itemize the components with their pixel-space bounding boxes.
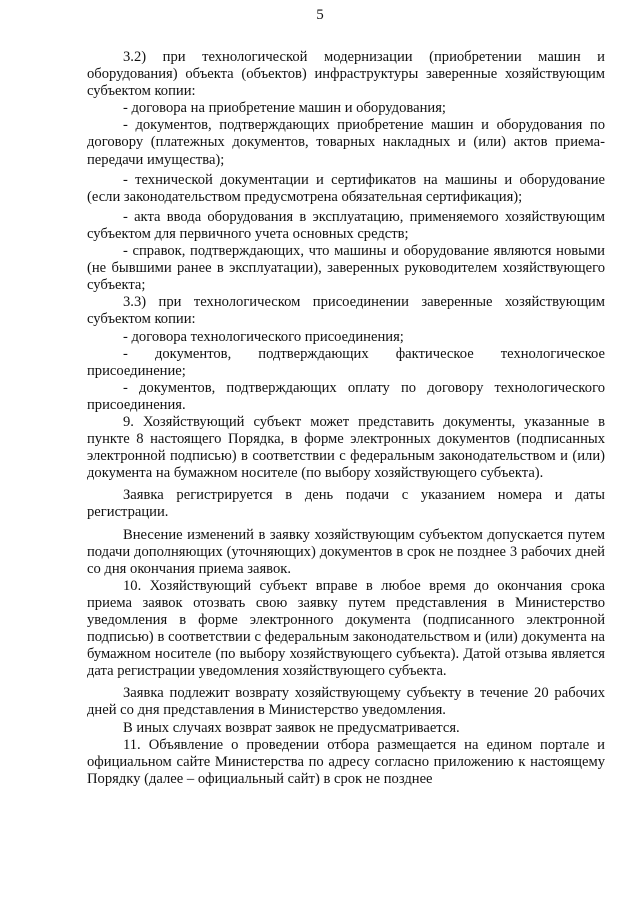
- list-item-commissioning-act: - акта ввода оборудования в эксплуатацию, применяемого хозяйствующим субъектом для первичного учета основных средств;: [87, 208, 605, 242]
- clause-9: 9. Хозяйствующий субъект может представить документы, указанные в пункте 8 настоящего Порядка, в форме электронных документов (подписанных электронной подписью) в соответствии с федеральным законодательством и (или) документа на бумажном носителе (по выбору хозяйствующего субъекта).: [87, 413, 605, 482]
- paragraph-3-2-heading: 3.2) при технологической модернизации (приобретении машин и оборудования) объекта (объектов) инфраструктуры заверенные хозяйствующим субъектом копии:: [87, 49, 605, 100]
- document-body: [87, 49, 605, 788]
- clause-10-return: Заявка подлежит возврату хозяйствующему субъекту в течение 20 рабочих дней со дня представления в Министерство уведомления.: [87, 685, 605, 719]
- list-item-purchase-documents: - документов, подтверждающих приобретение машин и оборудования по договору (платежных документов, товарных накладных и (или) актов приема-передачи имущества);: [87, 117, 605, 168]
- list-item-connection-contract: - договора технологического присоединения;: [123, 328, 404, 345]
- paragraph-3-3-heading: 3.3) при технологическом присоединении заверенные хозяйствующим субъектом копии:: [87, 294, 605, 328]
- page-number: 5: [316, 7, 324, 23]
- list-item-technical-documentation: - технической документации и сертификатов на машины и оборудование (если законодательством предусмотрена обязательная сертификация);: [87, 171, 605, 205]
- clause-9-registration: Заявка регистрируется в день подачи с указанием номера и даты регистрации.: [87, 487, 605, 521]
- clause-10-other-cases: В иных случаях возврат заявок не предусматривается.: [123, 719, 460, 736]
- clause-10: 10. Хозяйствующий субъект вправе в любое время до окончания срока приема заявок отозвать свою заявку путем представления в Министерство уведомления в форме электронного документа (подписанного электронной подписью) в соответствии с федеральным законодательством и (или) документа на бумажном носителе (по выбору хозяйствующего субъекта). Датой отзыва является дата регистрации уведомления хозяйствующего субъекта.: [87, 577, 605, 680]
- clause-11: 11. Объявление о проведении отбора размещается на едином портале и официальном сайте Министерства по адресу согласно приложению к настоящему Порядку (далее – официальный сайт) в срок не позднее: [87, 736, 605, 787]
- list-item-new-equipment-certificates: - справок, подтверждающих, что машины и оборудование являются новыми (не бывшими ранее в эксплуатации), заверенных руководителем хозяйствующего субъекта;: [87, 243, 605, 294]
- list-item-connection-payment: - документов, подтверждающих оплату по договору технологического присоединения.: [87, 379, 605, 413]
- clause-9-amendments: Внесение изменений в заявку хозяйствующим субъектом допускается путем подачи дополняющих (уточняющих) документов в срок не позднее 3 рабочих дней со дня окончания приема заявок.: [87, 526, 605, 577]
- list-item-connection-confirmation: - документов, подтверждающих фактическое технологическое присоединение;: [87, 345, 605, 379]
- list-item-purchase-contract: - договора на приобретение машин и оборудования;: [123, 100, 446, 117]
